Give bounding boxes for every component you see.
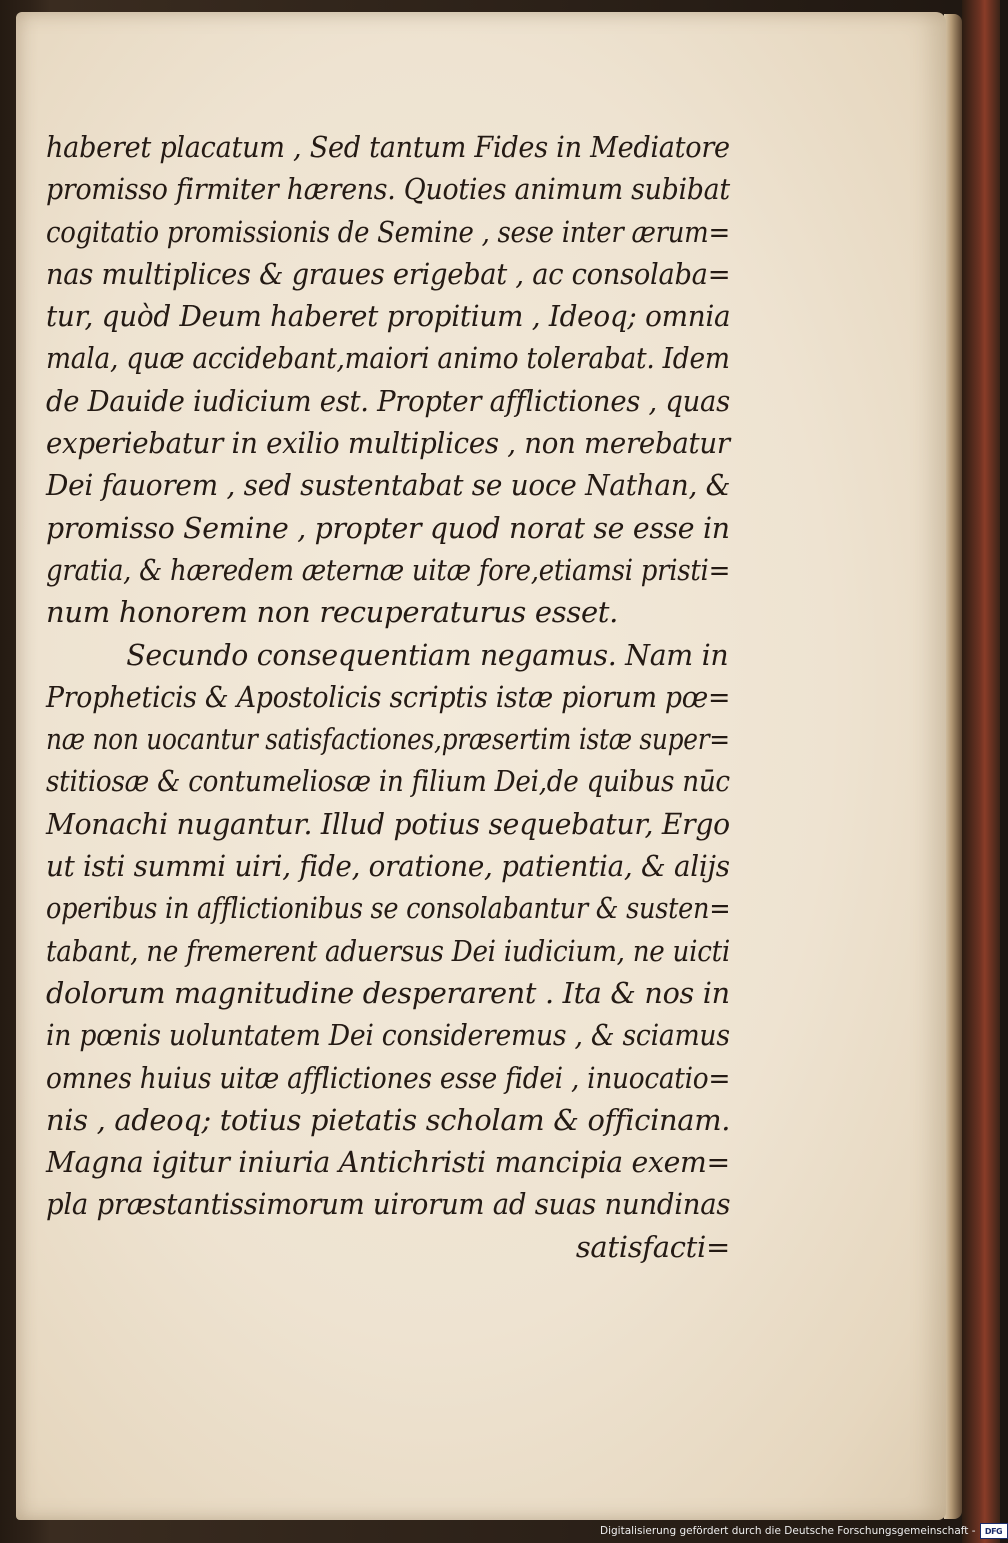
text-line: mala, quæ accidebant,maiori animo tolerabat. Idem xyxy=(46,341,730,376)
credit-text: Digitalisierung gefördert durch die Deutsche Forschungsgemeinschaft - xyxy=(600,1525,976,1537)
text-line: dolorum magnitudine desperarent . Ita & nos in xyxy=(46,975,730,1010)
text-line: cogitatio promissionis de Semine , sese inter ærum= xyxy=(46,214,730,249)
text-line: omnes huius uitæ afflictiones esse fidei , inuocatio= xyxy=(46,1060,731,1095)
body-text xyxy=(46,126,730,1268)
text-line: promisso Semine , propter quod norat se esse in xyxy=(46,510,730,545)
text-line: Monachi nugantur. Illud potius sequebatur, Ergo xyxy=(46,806,730,841)
text-line: experiebatur in exilio multiplices , non merebatur xyxy=(46,426,730,461)
text-line: ut isti summi uiri, fide, oratione, patientia, & alijs xyxy=(46,849,730,884)
text-line: operibus in afflictionibus se consolabantur & susten= xyxy=(46,891,731,926)
text-line: Dei fauorem , sed sustentabat se uoce Nathan, & xyxy=(46,468,731,503)
text-line: nas multiplices & graues erigebat , ac consolaba= xyxy=(46,256,731,291)
text-line: in pœnis uoluntatem Dei consideremus , & sciamus xyxy=(46,1018,730,1053)
text-line: de Dauide iudicium est. Propter afflictiones , quas xyxy=(46,383,730,418)
text-line: Propheticis & Apostolicis scriptis istæ piorum pœ= xyxy=(46,679,731,714)
text-line: gratia, & hæredem æternæ uitæ fore,etiamsi pristi= xyxy=(46,552,731,587)
text-line: Secundo consequentiam negamus. Nam in xyxy=(126,637,729,672)
text-line: stitiosæ & contumeliosæ in filium Dei,de quibus nūc xyxy=(46,764,730,799)
text-line: næ non uocantur satisfactiones,præsertim istæ super= xyxy=(46,722,730,757)
page-edge xyxy=(944,14,962,1519)
digitization-credit xyxy=(600,1522,1008,1540)
text-line: tur, quòd Deum haberet propitium , Ideoq; omnia xyxy=(46,299,731,334)
text-line: Magna igitur iniuria Antichristi mancipia exem= xyxy=(46,1145,730,1180)
text-line: num honorem non recuperaturus esset. xyxy=(46,595,619,630)
catchword: satisfacti= xyxy=(575,1229,730,1264)
book-spine xyxy=(962,0,1000,1543)
text-line: promisso firmiter hærens. Quoties animum subibat xyxy=(46,172,730,207)
text-line: haberet placatum , Sed tantum Fides in Mediatore xyxy=(46,130,730,164)
dfg-logo[interactable]: DFG xyxy=(980,1523,1008,1539)
text-line: nis , adeoq; totius pietatis scholam & officinam. xyxy=(46,1102,731,1137)
text-line: tabant, ne fremerent aduersus Dei iudicium, ne uicti xyxy=(46,933,730,968)
text-line: pla præstantissimorum uirorum ad suas nundinas xyxy=(46,1187,731,1222)
